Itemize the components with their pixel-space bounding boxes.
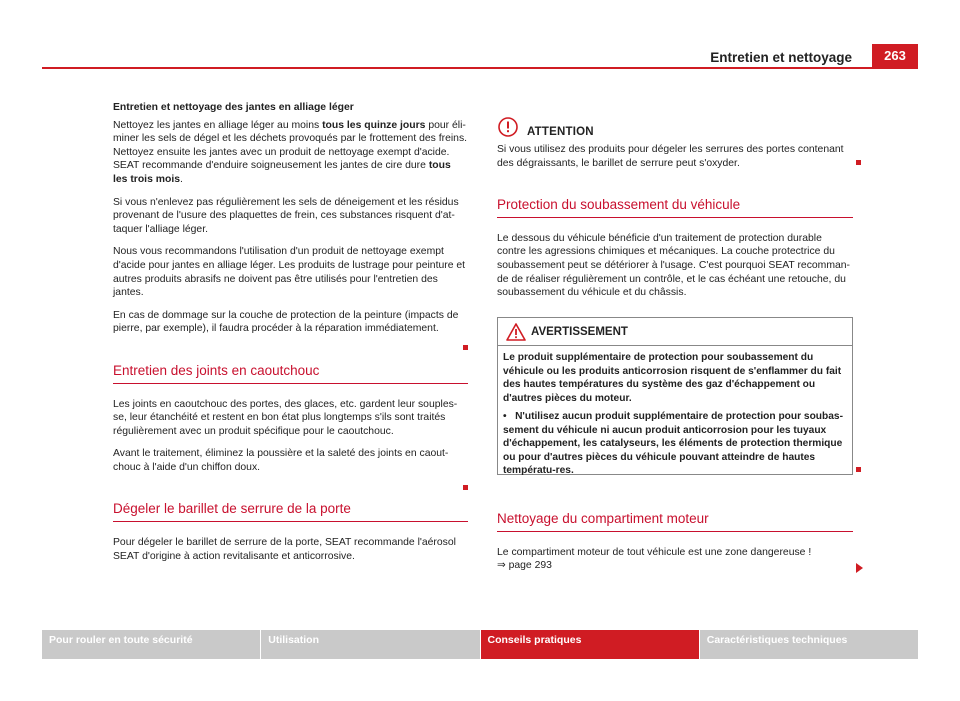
warning-box (497, 317, 853, 475)
attention-icon (498, 117, 518, 137)
warning-triangle-icon (506, 323, 526, 341)
header-rule (42, 67, 918, 69)
attention-title: ATTENTION (527, 126, 594, 138)
tab-safety[interactable]: Pour rouler en toute sécurité (42, 630, 260, 659)
section-end-marker (856, 467, 861, 472)
section-end-marker (856, 160, 861, 165)
warning-header (498, 318, 852, 346)
underbody-section-title: Protection du soubassement du véhicule (497, 198, 853, 218)
seals-section-title: Entretien des joints en caoutchouc (113, 364, 468, 384)
warning-title: AVERTISSEMENT (531, 326, 628, 338)
underbody-paragraph: Le dessous du véhicule bénéficie d'un traitement de protection durable contre les agressions chimiques et mécaniques. La couche protectrice du soubassement peut se détériorer à l'usage. C'est pourquoi SEAT recomman-de de réaliser régulièrement un contrôle, et le cas échéant une retouche, du soubassement du véhicule et du châssis. (497, 232, 851, 299)
warning-paragraph-1: Le produit supplémentaire de protection pour soubassement du véhicule ou les produits anticorrosion risquent de s'enflammer du fait des hautes températures du système des gaz d'échappement ou d'autres pièces du moteur. (503, 352, 842, 404)
seals-paragraph-1: Les joints en caoutchouc des portes, des glaces, etc. gardent leur souples-se, leur étanchéité et restent en bon état plus longtemps s'ils sont traités régulièrement avec un produit spécifique pour le caoutchouc. (113, 398, 458, 437)
left-column (113, 101, 468, 572)
warning-body (498, 346, 852, 478)
page-reference-link[interactable]: ⇒ page 293 (497, 560, 552, 572)
alloy-heading: Entretien et nettoyage des jantes en alliage léger (113, 102, 354, 113)
warning-paragraph-2: • N'utilisez aucun produit supplémentaire de protection pour soubas-sement du véhicule ni aucun produit anticorrosion pour les tuyaux d'échappement, les catalyseurs, les éléments de protection thermique ou pour d'autres pièces du véhicule pouvant atteindre de hautes températu-res. (503, 411, 843, 476)
engine-section (497, 512, 853, 573)
engine-section-title: Nettoyage du compartiment moteur (497, 512, 853, 532)
tab-technical-data[interactable]: Caractéristiques techniques (700, 630, 918, 659)
lock-paragraph-1: Pour dégeler le barillet de serrure de la porte, SEAT recommande l'aérosol SEAT d'origine à action revitalisante et anticorrosive. (113, 537, 456, 562)
alloy-paragraph-3: Nous vous recommandons l'utilisation d'un produit de nettoyage exempt d'acide pour jantes en alliage léger. Les produits de lustrage pour peinture et autres produits abrasifs ne doivent pas être utilisés pour l'entretien des jantes. (113, 246, 466, 299)
alloy-paragraph-1: Nettoyez les jantes en alliage léger au moins tous les quinze jours pour éli-miner les sels de dégel et les déchets provoqués par le frottement des freins. Nettoyez ensuite les jantes avec un produit de nettoyage exempt d'acide. SEAT recommande d'enduire soigneusement les jantes de cire dure tous les trois mois. (113, 119, 468, 185)
bullet: • (503, 411, 507, 422)
continue-arrow-icon (856, 563, 863, 573)
right-column (497, 143, 853, 309)
footer-chapter-tabs (42, 630, 918, 659)
engine-paragraph: Le compartiment moteur de tout véhicule est une zone dangereuse ! ⇒ page 293 (497, 546, 812, 572)
seals-paragraph-2: Avant le traitement, éliminez la poussière et la saleté des joints en caout-chouc à l'aide d'un chiffon doux. (113, 448, 449, 473)
page-header-title: Entretien et nettoyage (710, 50, 852, 65)
page-number: 263 (872, 44, 918, 67)
attention-text: Si vous utilisez des produits pour dégeler les serrures des portes contenant des dégraissants, le barillet de serrure peut s'oxyder. (497, 144, 844, 169)
alloy-paragraph-4: En cas de dommage sur la couche de protection de la peinture (impacts de pierre, par exemple), il faudra procéder à la réparation immédiatement. (113, 309, 459, 335)
section-end-marker (463, 485, 468, 490)
alloy-paragraph-2: Si vous n'enlevez pas régulièrement les sels de déneigement et les résidus provenant de l'usure des plaquettes de frein, ces substances risquent d'at-taquer l'alliage léger. (113, 196, 459, 235)
tab-practical-tips[interactable]: Conseils pratiques (481, 630, 699, 659)
section-end-marker (463, 345, 468, 350)
lock-section-title: Dégeler le barillet de serrure de la porte (113, 502, 468, 522)
tab-operation[interactable]: Utilisation (261, 630, 479, 659)
